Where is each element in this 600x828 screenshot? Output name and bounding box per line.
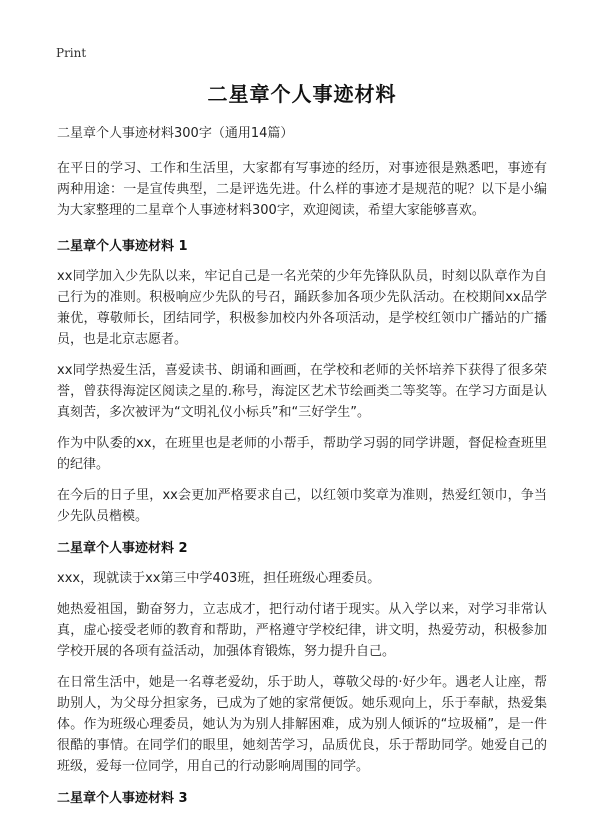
print-link[interactable]: Print bbox=[56, 46, 87, 60]
section-paragraph: xxx，现就读于xx第三中学403班，担任班级心理委员。 bbox=[57, 571, 381, 586]
section-paragraph: 在日常生活中，她是一名尊老爱幼，乐于助人，尊敬父母的·好少年。遇老人让座，帮助别人，为父母分担家务，已成为了她的家常便饭。她乐观向上，乐于奉献，热爱集体。作为班级心理委员，她认为为别人排解困难，成为别人倾诉的“垃圾桶”，是一件很酷的事情。在同学们的眼里，她刻苦学习，品质优良，乐于帮助同学。她爱自己的班级，爱每一位同学，用自己的行动影响周围的同学。 bbox=[57, 675, 547, 774]
section-paragraph: 作为中队委的xx，在班里也是老师的小帮手，帮助学习弱的同学讲题，督促检查班里的纪律。 bbox=[57, 436, 547, 472]
section-heading: 二星章个人事迹材料 3 bbox=[57, 791, 188, 806]
section-paragraph: 在今后的日子里，xx会更加严格要求自己，以红领巾奖章为准则，热爱红领巾，争当少先队员楷模。 bbox=[57, 488, 547, 524]
page-title: 二星章个人事迹材料 bbox=[207, 82, 397, 106]
section-paragraph: 她热爱祖国，勤奋努力，立志成才，把行动付诸于现实。从入学以来，对学习非常认真，虚心接受老师的教育和帮助，严格遵守学校纪律，讲文明，热爱劳动，积极参加学校开展的各项有益活动，加强体育锻炼，努力提升自己。 bbox=[57, 602, 547, 659]
section-paragraph: xx同学加入少先队以来，牢记自己是一名光荣的少年先锋队队员，时刻以队章作为自己行为的准则。积极响应少先队的号召，踊跃参加各项少先队活动。在校期间xx品学兼优，尊敬师长，团结同学，积极参加校内外各项活动，是学校红领巾广播站的广播员，也是北京志愿者。 bbox=[57, 269, 547, 347]
section-paragraph: xx同学热爱生活，喜爱读书、朗诵和画画，在学校和老师的关怀培养下获得了很多荣誉，曾获得海淀区阅读之星的.称号，海淀区艺术节绘画类二等奖等。在学习方面是认真刻苦，多次被评为“文明礼仪小标兵”和“三好学生”。 bbox=[57, 363, 547, 420]
document-subtitle: 二星章个人事迹材料300字（通用14篇） bbox=[57, 126, 294, 141]
intro-paragraph: 在平日的学习、工作和生活里，大家都有写事迹的经历，对事迹很是熟悉吧，事迹有两种用途：一是宣传典型，二是评选先进。什么样的事迹才是规范的呢？以下是小编为大家整理的二星章个人事迹材料300字，欢迎阅读，希望大家能够喜欢。 bbox=[57, 161, 547, 218]
document-body bbox=[57, 78, 547, 818]
section-heading: 二星章个人事迹材料 2 bbox=[57, 541, 188, 556]
section-heading: 二星章个人事迹材料 1 bbox=[57, 239, 188, 254]
